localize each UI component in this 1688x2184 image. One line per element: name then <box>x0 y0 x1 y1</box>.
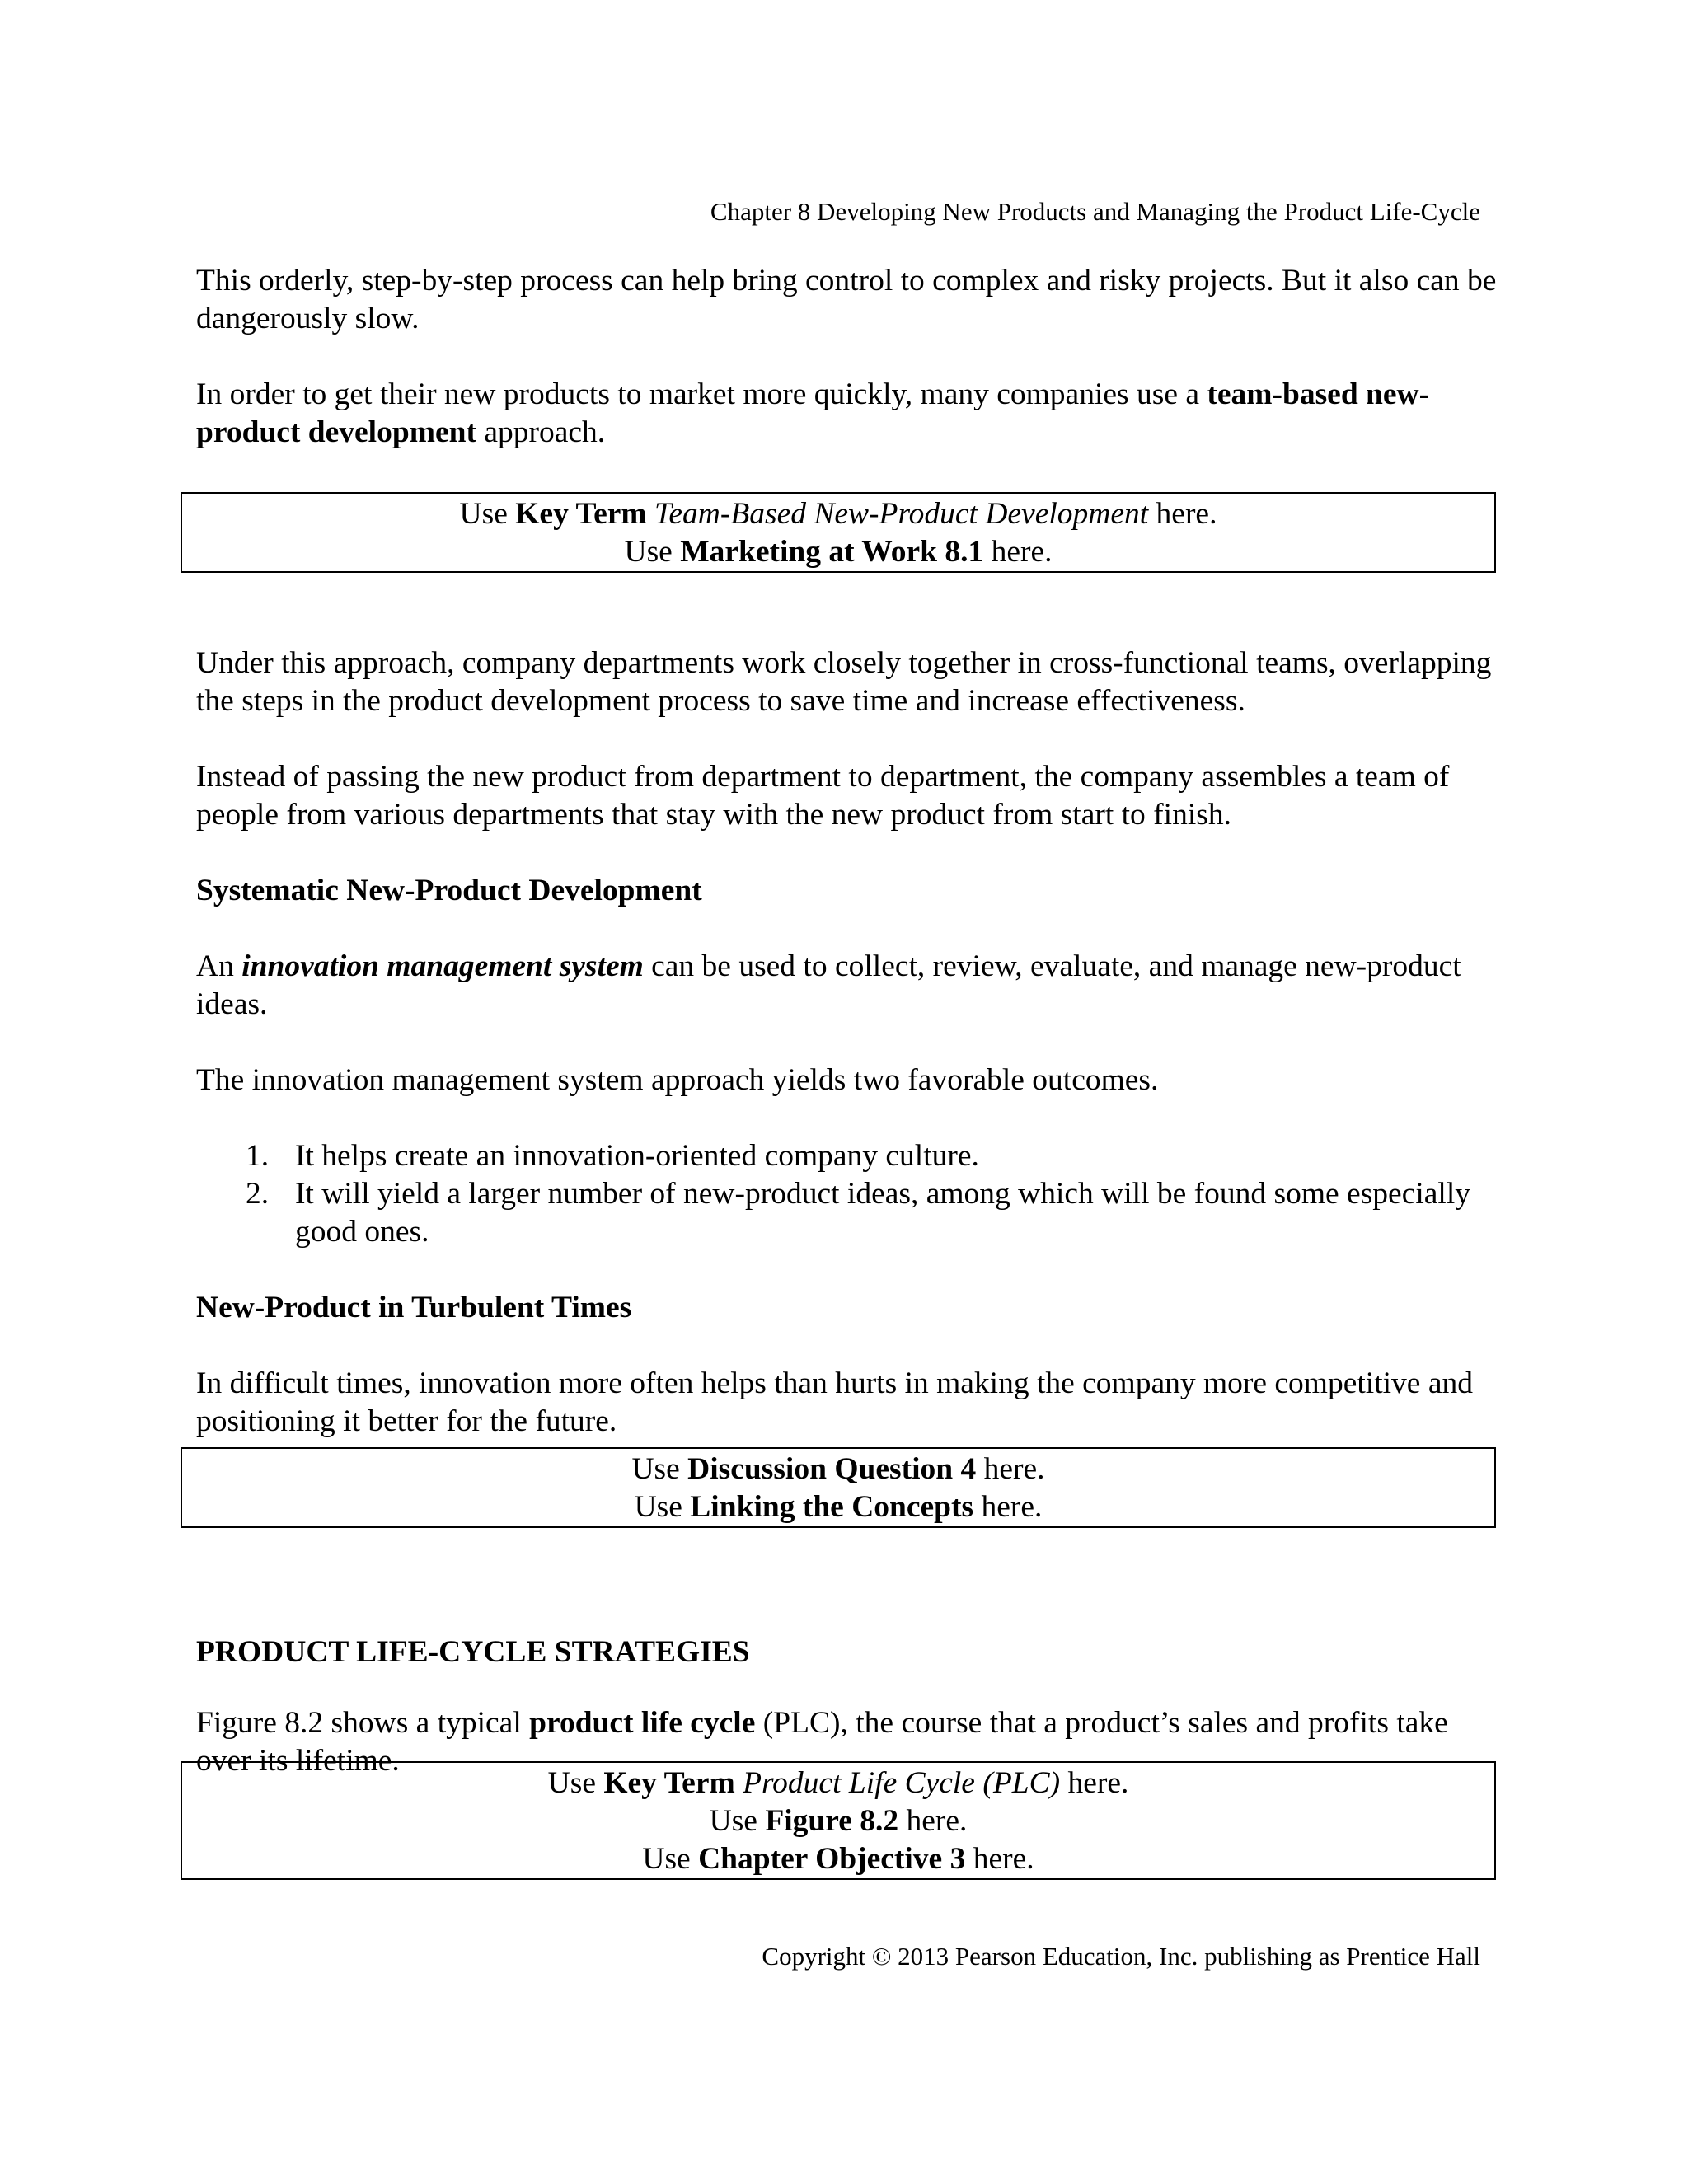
term-product-life-cycle: product life cycle <box>529 1706 756 1740</box>
note-line: Use Marketing at Work 8.1 here. <box>624 535 1053 569</box>
paragraph-instead: Instead of passing the new product from department to department, the company assembles a team of people from various departments that stay with the new product from start to finish. <box>196 760 1450 832</box>
paragraph-outcomes: The innovation management system approach yields two favorable outcomes. <box>196 1063 1159 1097</box>
paragraph-figure-plc: Figure 8.2 shows a typical product life cycle (PLC), the course that a product’s sales and profits take over its lifetime. <box>196 1706 1448 1778</box>
term-innovation-management: innovation management system <box>241 949 644 983</box>
paragraph-difficult-times: In difficult times, innovation more often helps than hurts in making the company more competitive and positioning it better for the future. <box>196 1366 1473 1438</box>
note-line: Use Key Term Product Life Cycle (PLC) here. <box>547 1766 1129 1800</box>
instructor-note-box <box>181 1447 1496 1528</box>
instructor-note-box <box>181 492 1496 573</box>
note-line: Use Discussion Question 4 here. <box>631 1452 1045 1486</box>
body-text <box>196 262 1507 1780</box>
heading-systematic: Systematic New-Product Development <box>196 874 702 907</box>
list-item: 1. It helps create an innovation-oriented company culture. <box>246 1139 979 1173</box>
copyright-footer: Copyright © 2013 Pearson Education, Inc. publishing as Prentice Hall <box>762 1942 1480 1971</box>
heading-plc-strategies: PRODUCT LIFE-CYCLE STRATEGIES <box>196 1635 750 1669</box>
note-line: Use Key Term Team-Based New-Product Development here. <box>459 497 1217 531</box>
list-item: 2. It will yield a larger number of new-product ideas, among which will be found some especially good ones. <box>246 1177 1470 1249</box>
paragraph-team-based: In order to get their new products to market more quickly, many companies use a team-based new-product development approach. <box>196 377 1430 449</box>
outcomes-list <box>196 1137 1507 1251</box>
note-line: Use Chapter Objective 3 here. <box>642 1842 1034 1876</box>
note-line: Use Linking the Concepts here. <box>634 1490 1043 1524</box>
running-header: Chapter 8 Developing New Products and Managing the Product Life-Cycle <box>710 197 1480 226</box>
paragraph-innovation-system: An innovation management system can be used to collect, review, evaluate, and manage new-product ideas. <box>196 949 1461 1021</box>
term-team-based: team-based new-product development <box>196 377 1430 449</box>
paragraph-approach: Under this approach, company departments work closely together in cross-functional teams, overlapping the steps in the product development process to save time and increase effectiveness. <box>196 646 1492 718</box>
note-line: Use Figure 8.2 here. <box>709 1804 968 1838</box>
heading-turbulent: New-Product in Turbulent Times <box>196 1291 632 1324</box>
paragraph-process-slow: This orderly, step-by-step process can help bring control to complex and risky projects. But it also can be dangerously slow. <box>196 264 1497 335</box>
instructor-note-box <box>181 1761 1496 1880</box>
